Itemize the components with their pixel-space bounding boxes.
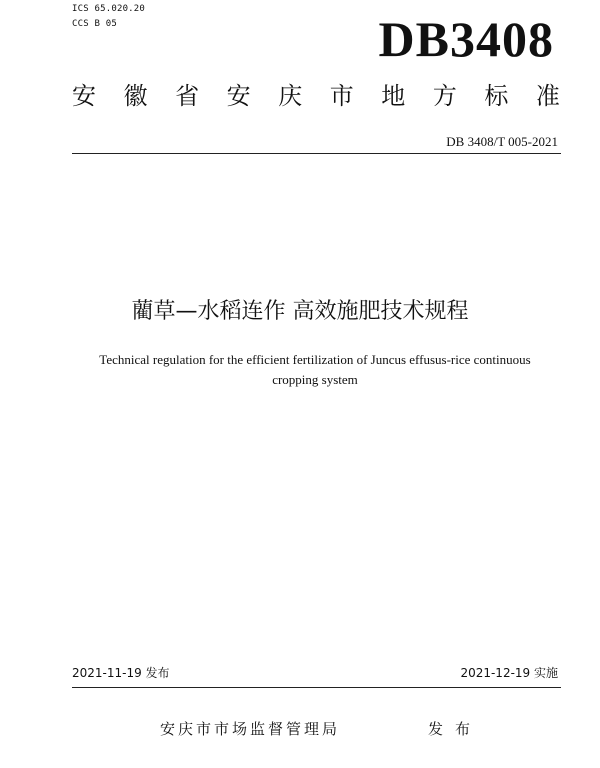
- standard-type-title: [72, 80, 560, 112]
- footer-divider: [72, 687, 561, 688]
- standard-type-char: 庆: [278, 82, 303, 110]
- standard-type-char: 徽: [123, 82, 148, 110]
- english-title-line: Technical regulation for the efficient fertilization of Juncus effusus-rice continuous: [99, 352, 531, 367]
- standard-type-char: 市: [329, 82, 354, 110]
- standard-type-char: 标: [484, 82, 509, 110]
- standard-number: DB 3408/T 005-2021: [446, 134, 558, 149]
- english-title-line: cropping system: [272, 372, 358, 387]
- publisher-name: 安庆市市场监督管理局: [160, 720, 341, 738]
- header-divider: [72, 153, 561, 154]
- ccs-code: CCS B 05: [72, 19, 117, 29]
- standard-type-char: 地: [381, 82, 406, 110]
- standard-type-char: 安: [226, 82, 251, 110]
- ics-code: ICS 65.020.20: [72, 4, 146, 14]
- standard-type-char: 方: [432, 82, 457, 110]
- standard-mark: DB3408: [378, 11, 554, 67]
- standard-type-char: 省: [175, 82, 200, 110]
- standard-type-char: 准: [535, 82, 560, 110]
- standard-type-char: 安: [72, 82, 96, 110]
- document-title: 藺草—水稻连作 高效施肥技术规程: [131, 299, 469, 324]
- publish-label: 发布: [428, 720, 483, 738]
- implementation-date: 2021-12-19 实施: [460, 666, 558, 680]
- issue-date: 2021-11-19 发布: [72, 666, 170, 680]
- english-title: [60, 350, 570, 390]
